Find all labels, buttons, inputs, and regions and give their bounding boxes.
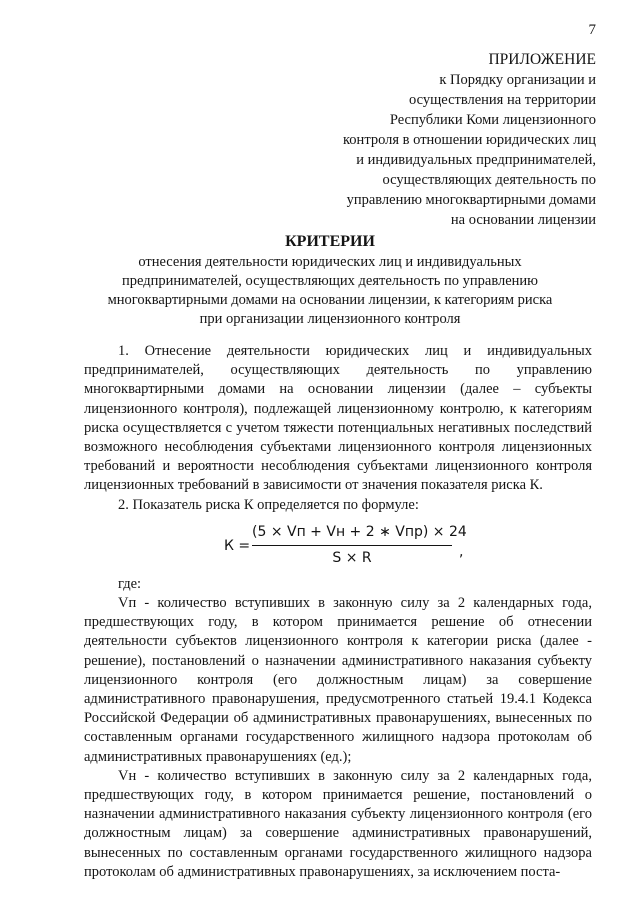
- definition-vn: Vн - количество вступивших в законную силу за 2 календарных года, предшествующих году, в котором принимается решение, постановлений о назначении административного наказания субъекту лицензионного контроля (его должностным лицам) за совершение административных правонарушений, вынесенных по составленным органами государственного жилищного надзора протоколам об административных правонарушениях, за исключением поста-: [84, 767, 592, 880]
- page-number: 7: [588, 22, 596, 38]
- formula-denominator: S × R: [332, 550, 372, 567]
- formula-numerator: (5 × Vп + Vн + 2 ∗ Vпр) × 24: [252, 523, 452, 546]
- appendix-block: [296, 50, 596, 230]
- appendix-heading: ПРИЛОЖЕНИЕ: [488, 51, 596, 68]
- formula-trailing-comma: ,: [459, 543, 464, 560]
- appendix-line: контроля в отношении юридических лиц: [343, 132, 596, 148]
- body-text: [84, 342, 592, 882]
- appendix-line: управлению многоквартирными домами: [346, 192, 596, 208]
- appendix-line: Республики Коми лицензионного: [389, 112, 596, 128]
- where-label: где:: [118, 575, 142, 592]
- formula-lhs: К =: [224, 537, 251, 554]
- risk-formula: [84, 523, 592, 571]
- formula-fraction: [252, 523, 467, 568]
- appendix-line: осуществляющих деятельность по: [382, 172, 596, 188]
- appendix-line: к Порядку организации и: [439, 72, 596, 88]
- appendix-line: на основании лицензии: [450, 212, 596, 228]
- appendix-line: и индивидуальных предпринимателей,: [356, 152, 596, 168]
- criteria-subtitle: отнесения деятельности юридических лиц и индивидуальных предпринимателей, осуществляющих деятельность по управлению многоквартирными домами на основании лицензии, к категориям риска при организации лицензионного контроля: [107, 254, 553, 327]
- paragraph-2: 2. Показатель риска К определяется по формуле:: [118, 496, 419, 513]
- criteria-title: КРИТЕРИИ: [285, 233, 375, 250]
- appendix-line: осуществления на территории: [409, 92, 596, 108]
- criteria-title-block: [96, 232, 564, 329]
- paragraph-1: 1. Отнесение деятельности юридических лиц и индивидуальных предпринимателей, осуществляющих деятельность по управлению многоквартирными домами на основании лицензии (далее – субъекты лицензионного контроля), подлежащей лицензионному контролю, к категориям риска осуществляется с учетом тяжести потенциальных негативных последствий возможного несоблюдения субъектами лицензионного контроля лицензионных требований и вероятности несоблюдения субъектами лицензионного контроля лицензионных требований в зависимости от значения показателя риска К.: [84, 343, 592, 494]
- definition-vp: Vп - количество вступивших в законную силу за 2 календарных года, предшествующих году, в котором принимается решение об отнесении деятельности субъектов лицензионного контроля к категории риска (далее - решение), постановлений о назначении административного наказания субъекту лицензионного контроля (его должностным лицам) за совершение административного правонарушения, предусмотренного статьей 19.4.1 Кодекса Российской Федерации об административных правонарушениях, вынесенных по составленным органами государственного жилищного надзора протоколам об административных правонарушениях (ед.);: [84, 595, 592, 765]
